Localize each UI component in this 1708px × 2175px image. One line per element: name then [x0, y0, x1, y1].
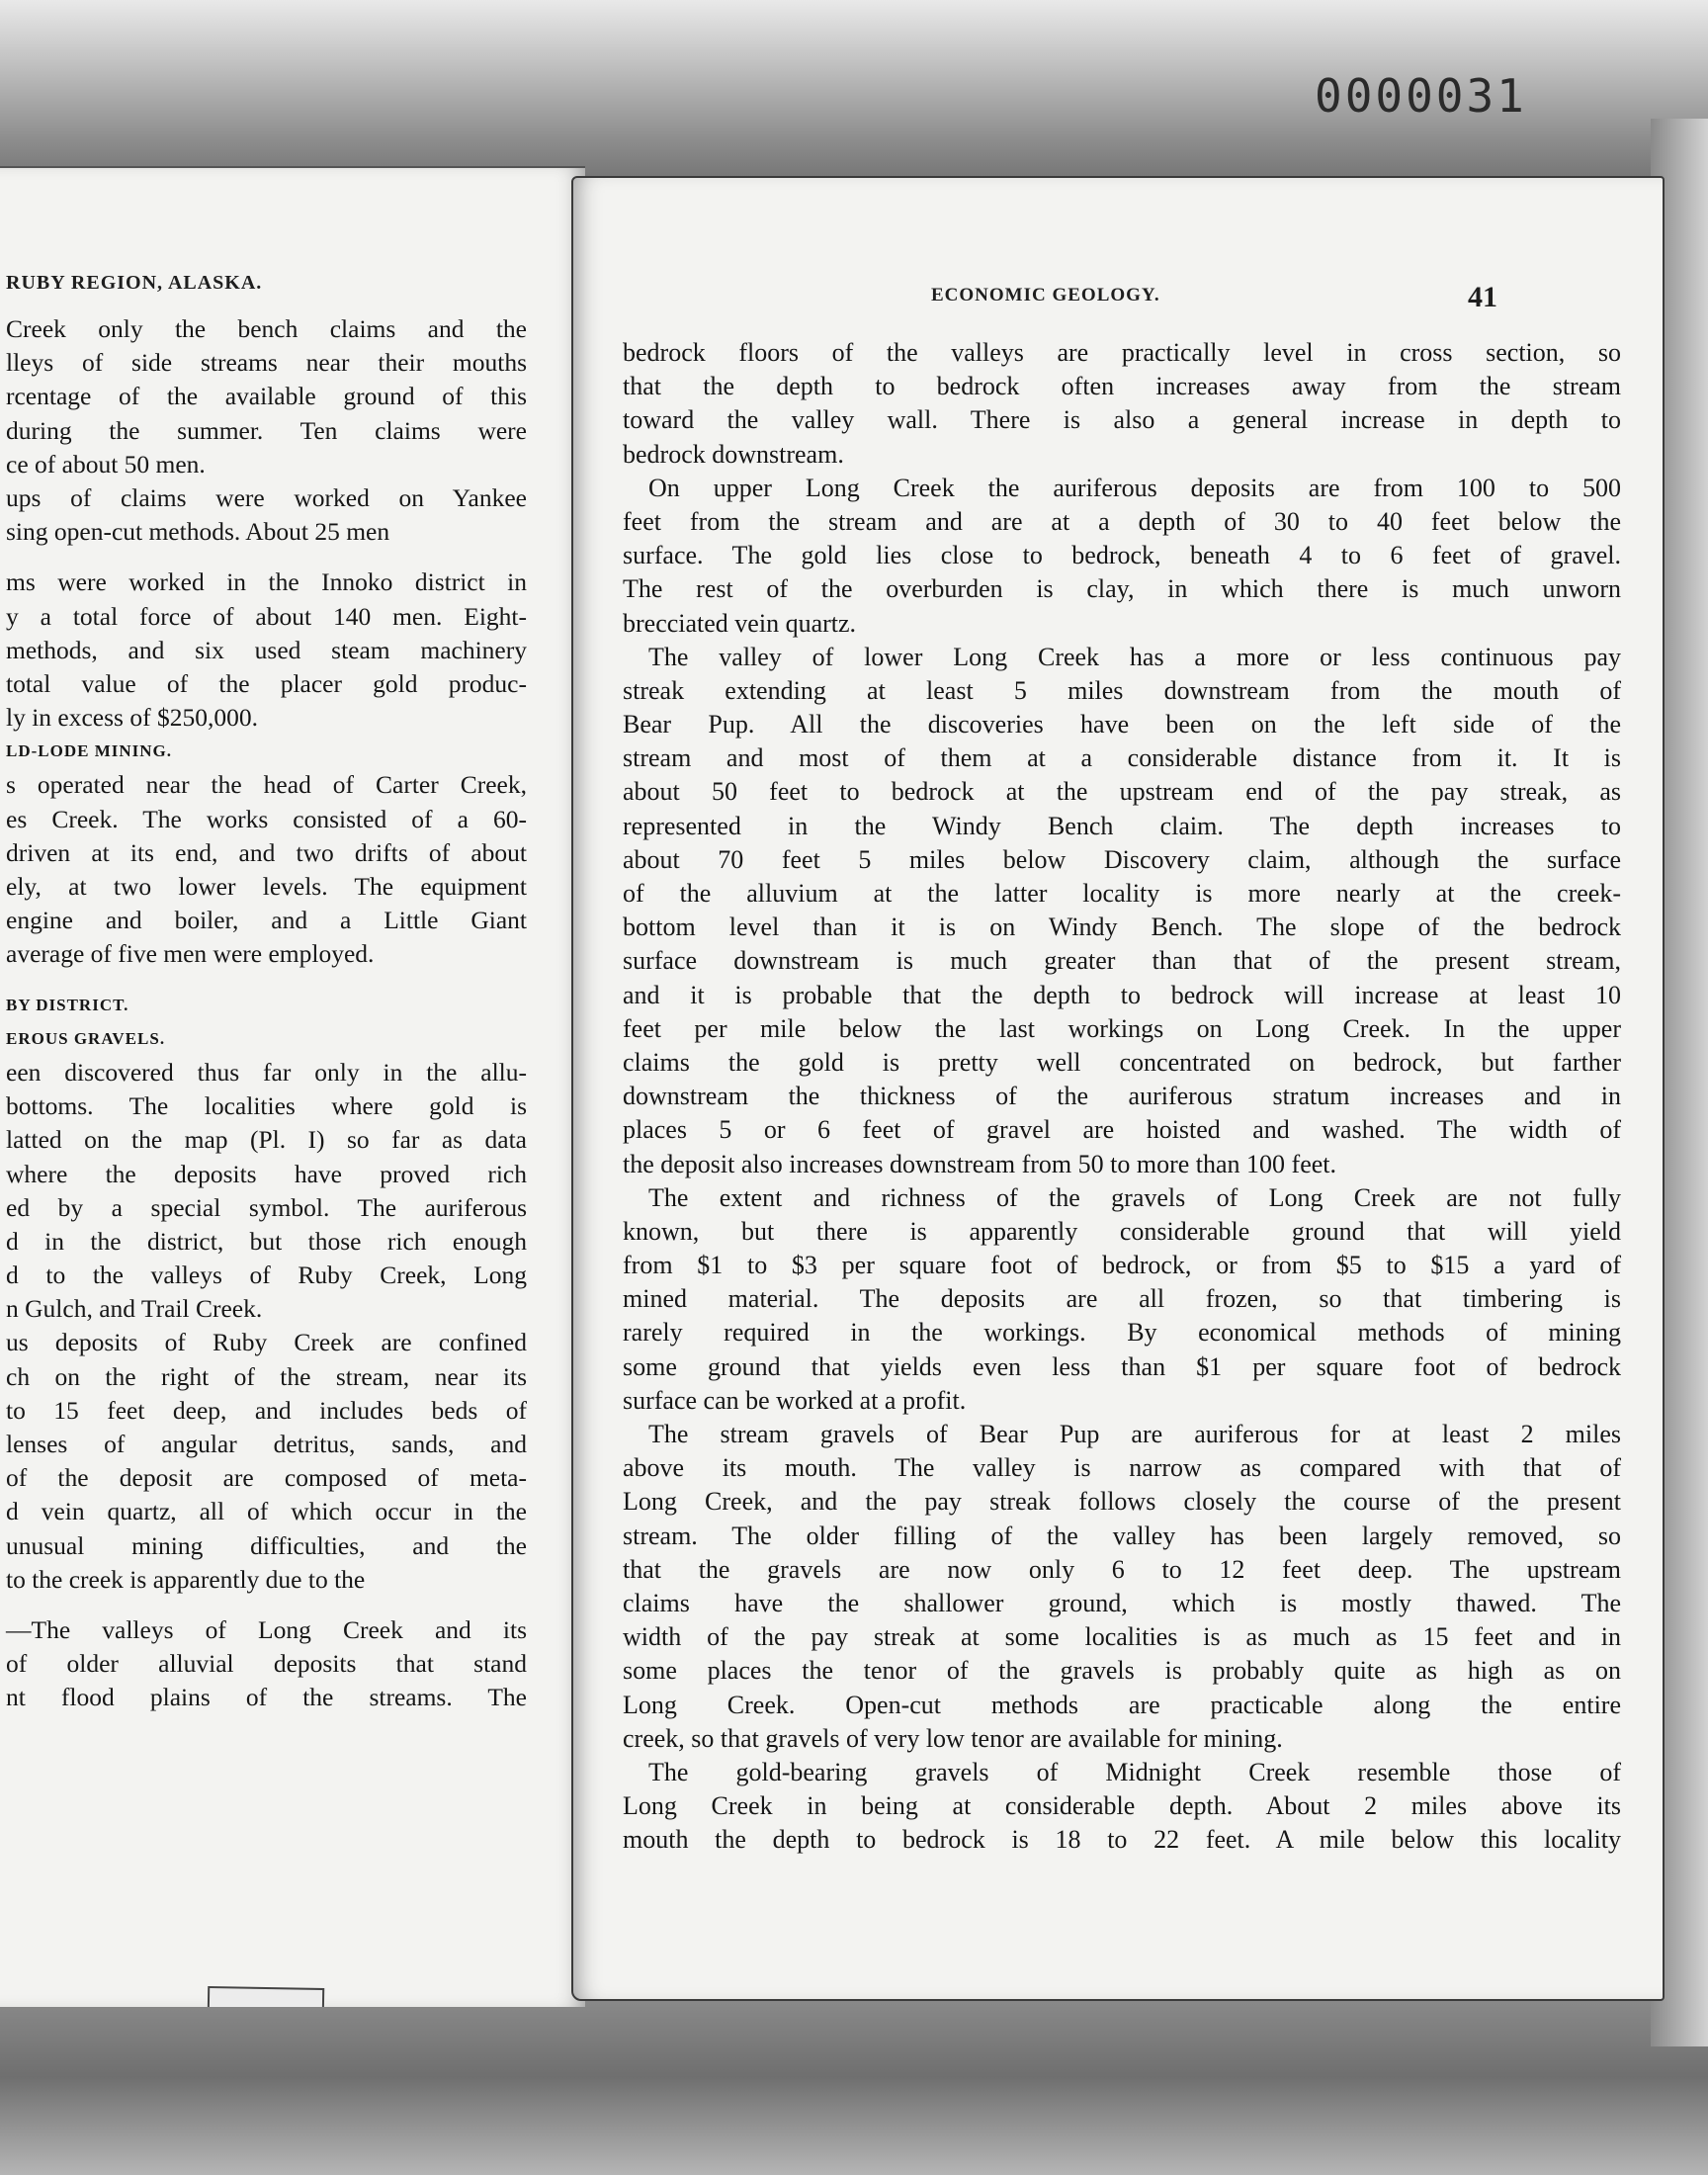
- text-line: d in the district, but those rich enough: [6, 1226, 527, 1256]
- paragraph-spacer: [6, 549, 527, 566]
- text-line: the deposit also increases downstream from 50 to more than 100 feet.: [623, 1149, 1337, 1178]
- text-line: sing open-cut methods. About 25 men: [6, 517, 390, 547]
- text-line: feet from the stream and are at a depth of 30 to 40 feet below the: [623, 506, 1621, 536]
- left-running-head: RUBY REGION, ALASKA.: [6, 272, 263, 294]
- text-line: that the gravels are now only 6 to 12 feet deep. The upstream: [623, 1554, 1621, 1584]
- document-stamp-number: 0000031: [1315, 69, 1527, 123]
- text-line: represented in the Windy Bench claim. The depth increases to: [623, 811, 1621, 840]
- text-line: lenses of angular detritus, sands, and: [6, 1430, 527, 1458]
- text-line: bottom level than it is on Windy Bench. The slope of the bedrock: [623, 913, 1621, 942]
- text-line: bedrock downstream.: [623, 439, 844, 469]
- text-line: of the deposit are composed of meta-: [6, 1463, 527, 1493]
- section-heading: BY DISTRICT.: [6, 995, 129, 1014]
- text-line: of older alluvial deposits that stand: [6, 1649, 527, 1679]
- text-line: of the alluvium at the latter locality is more nearly at the creek-: [623, 879, 1621, 908]
- text-line: rarely required in the workings. By economical methods of mining: [623, 1318, 1621, 1348]
- text-line: toward the valley wall. There is also a general increase in depth to: [623, 405, 1621, 435]
- text-line: during the summer. Ten claims were: [6, 415, 527, 445]
- text-line: latted on the map (Pl. I) so far as data: [6, 1125, 527, 1155]
- text-line: claims have the shallower ground, which is mostly thawed. The: [623, 1588, 1621, 1617]
- text-line: about 70 feet 5 miles below Discovery claim, although the surface: [623, 844, 1621, 874]
- text-line: driven at its end, and two drifts of about: [6, 837, 527, 867]
- text-line: total value of the placer gold produc-: [6, 668, 527, 698]
- paragraph-spacer: [6, 972, 527, 989]
- text-line: to 15 feet deep, and includes beds of: [6, 1395, 527, 1425]
- scanner-background-bottom: [0, 1997, 1708, 2175]
- text-line: Creek only the bench claims and the: [6, 314, 527, 343]
- text-line: s operated near the head of Carter Creek,: [6, 770, 527, 800]
- text-line: about 50 feet to bedrock at the upstream end of the pay streak, as: [623, 777, 1621, 807]
- text-line: es Creek. The works consisted of a 60-: [6, 804, 527, 833]
- text-line: where the deposits have proved rich: [6, 1159, 527, 1188]
- right-page: [571, 176, 1665, 2001]
- text-line: unusual mining difficulties, and the: [6, 1530, 527, 1560]
- text-line: d to the valleys of Ruby Creek, Long: [6, 1261, 527, 1290]
- paragraph-spacer: [6, 1597, 527, 1613]
- text-line: n Gulch, and Trail Creek.: [6, 1294, 263, 1324]
- right-text-column: [623, 336, 1621, 1857]
- text-line: ly in excess of $250,000.: [6, 703, 258, 733]
- text-line: nt flood plains of the streams. The: [6, 1683, 527, 1712]
- text-line: Long Creek in being at considerable depth. About 2 miles above its: [623, 1791, 1621, 1821]
- text-line: —The valleys of Long Creek and its: [6, 1614, 527, 1644]
- text-line: The extent and richness of the gravels of Long Creek are not fully: [648, 1182, 1621, 1212]
- binding-tab: [208, 1986, 324, 2007]
- text-line: places 5 or 6 feet of gravel are hoisted and washed. The width of: [623, 1115, 1621, 1145]
- text-line: bedrock floors of the valleys are practically level in cross section, so: [623, 338, 1621, 367]
- text-line: Long Creek, and the pay streak follows closely the course of the present: [623, 1487, 1621, 1517]
- text-line: y a total force of about 140 men. Eight-: [6, 601, 527, 631]
- text-line: width of the pay streak at some localities is as much as 15 feet and in: [623, 1622, 1621, 1652]
- section-heading: EROUS GRAVELS.: [6, 1028, 166, 1048]
- text-line: The stream gravels of Bear Pup are auriferous for at least 2 miles: [648, 1420, 1621, 1448]
- text-line: mouth the depth to bedrock is 18 to 22 feet. A mile below this locality: [623, 1825, 1621, 1855]
- text-line: brecciated vein quartz.: [623, 608, 857, 638]
- text-line: to the creek is apparently due to the: [6, 1564, 366, 1594]
- text-line: creek, so that gravels of very low tenor are available for mining.: [623, 1723, 1283, 1753]
- text-line: known, but there is apparently considerable ground that will yield: [623, 1216, 1621, 1246]
- text-line: The gold-bearing gravels of Midnight Creek resemble those of: [648, 1757, 1621, 1786]
- text-line: engine and boiler, and a Little Giant: [6, 906, 527, 935]
- text-line: surface can be worked at a profit.: [623, 1385, 967, 1415]
- text-line: surface downstream is much greater than that of the present stream,: [623, 946, 1621, 976]
- text-line: average of five men were employed.: [6, 939, 375, 969]
- text-line: ce of about 50 men.: [6, 449, 206, 478]
- text-line: some ground that yields even less than $1 per square foot of bedrock: [623, 1351, 1621, 1381]
- text-line: some places the tenor of the gravels is probably quite as high as on: [623, 1656, 1621, 1686]
- text-line: and it is probable that the depth to bedrock will increase at least 10: [623, 980, 1621, 1009]
- page-number: 41: [1468, 281, 1497, 313]
- text-line: stream and most of them at a considerable distance from it. It is: [623, 743, 1621, 773]
- left-page: [0, 166, 585, 2007]
- text-line: The rest of the overburden is clay, in which there is much unworn: [623, 574, 1621, 604]
- text-line: Long Creek. Open-cut methods are practicable along the entire: [623, 1690, 1621, 1719]
- text-line: rcentage of the available ground of this: [6, 382, 527, 411]
- text-line: that the depth to bedrock often increases away from the stream: [623, 372, 1621, 401]
- text-line: mined material. The deposits are all frozen, so that timbering is: [623, 1284, 1621, 1314]
- text-line: ch on the right of the stream, near its: [6, 1361, 527, 1391]
- text-line: d vein quartz, all of which occur in the: [6, 1497, 527, 1526]
- text-line: lleys of side streams near their mouths: [6, 348, 527, 378]
- left-text-column: [6, 312, 527, 1715]
- text-line: ed by a special symbol. The auriferous: [6, 1192, 527, 1222]
- text-line: methods, and six used steam machinery: [6, 635, 527, 664]
- text-line: ups of claims were worked on Yankee: [6, 482, 527, 512]
- text-line: downstream the thickness of the auriferous stratum increases and in: [623, 1082, 1621, 1111]
- text-line: On upper Long Creek the auriferous deposits are from 100 to 500: [648, 473, 1621, 502]
- text-line: feet per mile below the last workings on Long Creek. In the upper: [623, 1013, 1621, 1043]
- text-line: streak extending at least 5 miles downstream from the mouth of: [623, 675, 1621, 705]
- text-line: claims the gold is pretty well concentrated on bedrock, but farther: [623, 1047, 1621, 1077]
- text-line: us deposits of Ruby Creek are confined: [6, 1328, 527, 1357]
- text-line: ms were worked in the Innoko district in: [6, 567, 527, 597]
- text-line: The valley of lower Long Creek has a more or less continuous pay: [648, 642, 1621, 671]
- text-line: ely, at two lower levels. The equipment: [6, 872, 527, 901]
- text-line: Bear Pup. All the discoveries have been on the left side of the: [623, 710, 1621, 740]
- right-running-head: ECONOMIC GEOLOGY.: [931, 285, 1160, 305]
- section-heading: LD-LODE MINING.: [6, 741, 173, 761]
- text-line: surface. The gold lies close to bedrock, beneath 4 to 6 feet of gravel.: [623, 541, 1621, 570]
- text-line: bottoms. The localities where gold is: [6, 1091, 527, 1121]
- text-line: stream. The older filling of the valley has been largely removed, so: [623, 1521, 1621, 1550]
- text-line: from $1 to $3 per square foot of bedrock, or from $5 to $15 a yard of: [623, 1251, 1621, 1280]
- text-line: een discovered thus far only in the allu-: [6, 1057, 527, 1087]
- text-line: above its mouth. The valley is narrow as compared with that of: [623, 1453, 1621, 1483]
